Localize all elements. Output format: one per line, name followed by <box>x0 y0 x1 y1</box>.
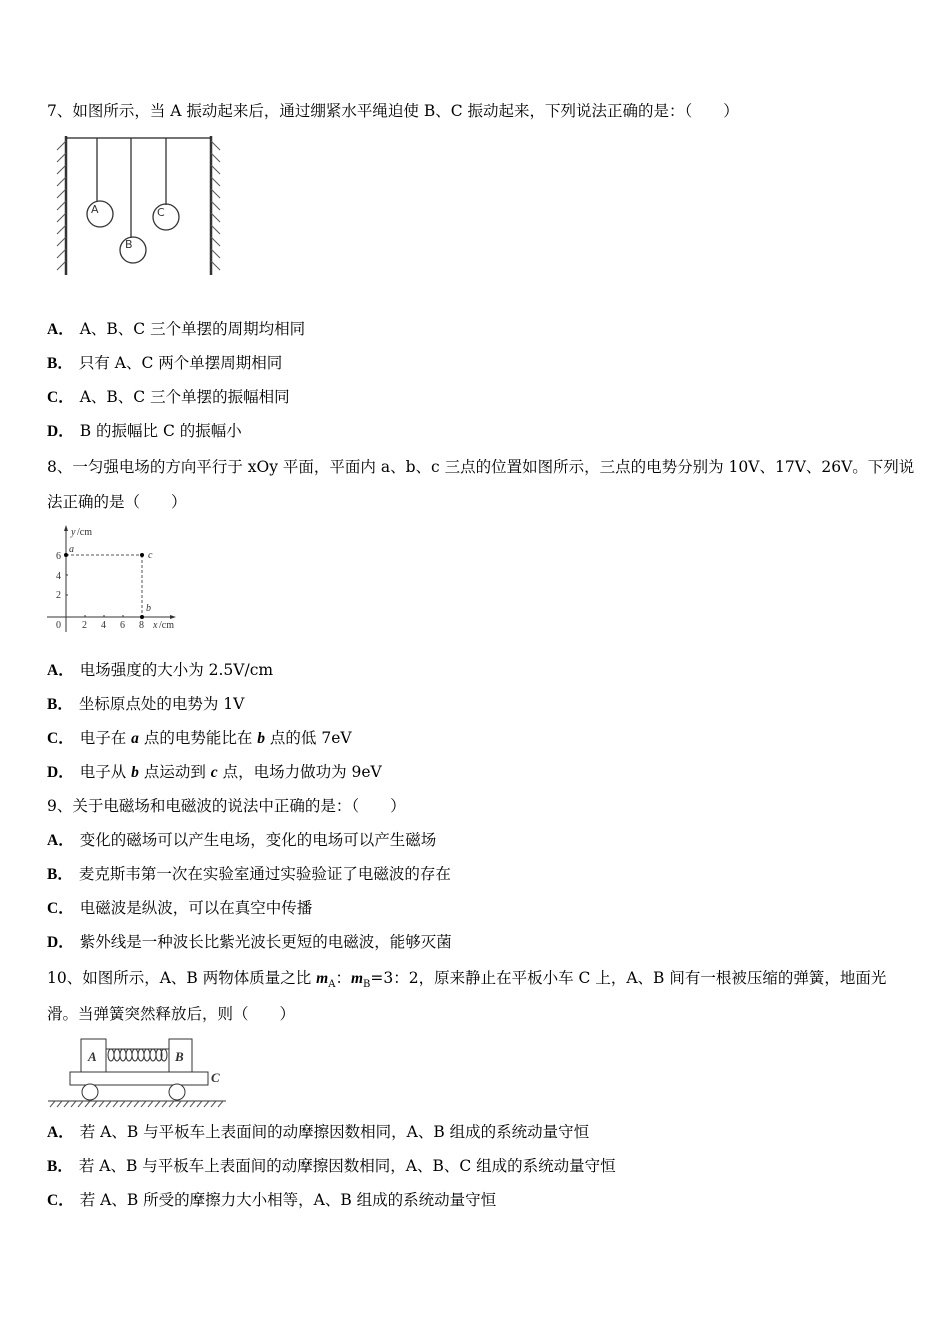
q8-option-d: D． 电子从 b 点运动到 c 点，电场力做功为 9eV <box>47 763 382 781</box>
q7-option-c: C． A、B、C 三个单摆的振幅相同 <box>47 388 290 406</box>
q9-option-d: D． 紫外线是一种波长比紫光波长更短的电磁波，能够灭菌 <box>47 933 452 951</box>
q7-option-d: D． B 的振幅比 C 的振幅小 <box>47 422 242 440</box>
q7-option-b: B． 只有 A、C 两个单摆周期相同 <box>47 354 283 372</box>
q7-option-a: A． A、B、C 三个单摆的周期均相同 <box>47 320 306 338</box>
svg-text:y: y <box>71 527 76 538</box>
svg-text:/cm: /cm <box>77 527 92 538</box>
bob-label-c: C <box>157 206 165 219</box>
svg-text:2: 2 <box>82 620 87 631</box>
bob-label-b: B <box>125 238 133 251</box>
svg-text:A: A <box>88 1049 97 1064</box>
question-10-stem-line2: 滑。当弹簧突然释放后，则（ ） <box>47 1005 296 1023</box>
svg-text:x: x <box>153 620 158 631</box>
svg-text:a: a <box>69 544 74 555</box>
coordinate-plot-figure <box>42 522 182 634</box>
question-8-stem-line1: 8、一匀强电场的方向平行于 xOy 平面，平面内 a、b、c 三点的位置如图所示，三点的电势分别为 10V、17V、26V。下列说 <box>47 458 915 476</box>
svg-text:6: 6 <box>120 620 125 631</box>
q8-option-a: A． 电场强度的大小为 2.5V/cm <box>47 661 274 679</box>
q8-option-b: B． 坐标原点处的电势为 1V <box>47 695 245 713</box>
bob-label-a: A <box>91 203 99 216</box>
question-7-stem: 7、如图所示，当 A 振动起来后，通过绷紧水平绳迫使 B、C 振动起来，下列说法正确的是：（ ） <box>47 102 739 120</box>
svg-text:8: 8 <box>139 620 144 631</box>
svg-text:4: 4 <box>101 620 106 631</box>
svg-text:B: B <box>175 1049 184 1064</box>
q10-option-b: B． 若 A、B 与平板车上表面间的动摩擦因数相同，A、B、C 组成的系统动量守恒 <box>47 1157 616 1175</box>
question-8-stem-line2: 法正确的是（ ） <box>47 493 187 511</box>
svg-text:6: 6 <box>56 551 61 562</box>
question-10-stem-line1: 10、如图所示，A、B 两物体质量之比 $m_A$：$m_B=3$：2，原来静止在平板小车 C 上，A、B 间有一根被压缩的弹簧，地面光 <box>47 969 887 991</box>
svg-text:C: C <box>211 1070 220 1085</box>
q9-option-c: C． 电磁波是纵波，可以在真空中传播 <box>47 899 313 917</box>
q9-option-b: B． 麦克斯韦第一次在实验室通过实验验证了电磁波的存在 <box>47 865 451 883</box>
q8-option-c: C． 电子在 a 点的电势能比在 b 点的低 7eV <box>47 729 352 747</box>
svg-text:c: c <box>148 550 153 561</box>
svg-text:b: b <box>146 603 151 614</box>
q10-option-c: C． 若 A、B 所受的摩擦力大小相等，A、B 组成的系统动量守恒 <box>47 1191 497 1209</box>
cart-spring-figure <box>44 1034 234 1109</box>
svg-text:/cm: /cm <box>159 620 174 631</box>
q9-option-a: A． 变化的磁场可以产生电场，变化的电场可以产生磁场 <box>47 831 437 849</box>
question-9-stem: 9、关于电磁场和电磁波的说法中正确的是：（ ） <box>47 797 406 815</box>
svg-text:4: 4 <box>56 571 61 582</box>
svg-text:2: 2 <box>56 590 61 601</box>
q10-option-a: A． 若 A、B 与平板车上表面间的动摩擦因数相同，A、B 组成的系统动量守恒 <box>47 1123 590 1141</box>
pendulum-figure <box>45 133 235 283</box>
svg-text:0: 0 <box>56 620 61 631</box>
